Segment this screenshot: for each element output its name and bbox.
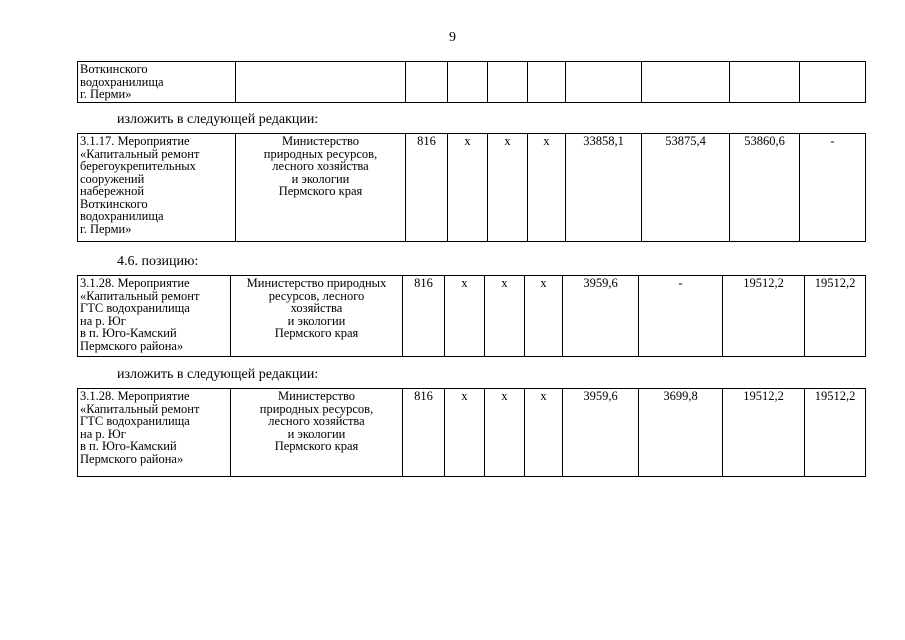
value-cell: [730, 62, 800, 103]
table-measure-3-1-17: [77, 133, 866, 242]
table-measure-3-1-28-new: [77, 388, 866, 477]
x-cell: x: [528, 134, 566, 242]
x-cell: [528, 62, 566, 103]
value-cell: 3959,6: [563, 389, 639, 477]
code-cell: [406, 62, 448, 103]
x-cell: x: [485, 389, 525, 477]
x-cell: x: [445, 276, 485, 357]
x-cell: x: [485, 276, 525, 357]
value-cell: 33858,1: [566, 134, 642, 242]
x-cell: x: [525, 276, 563, 357]
position-heading: 4.6. позицию:: [117, 254, 199, 269]
measure-name-cell: 3.1.28. Мероприятие «Капитальный ремонт ГТС водохранилища на р. Юг в п. Юго-Камский Пермского района»: [78, 276, 231, 357]
value-cell: -: [800, 134, 866, 242]
table-row: [78, 389, 866, 477]
table-row: [78, 62, 866, 103]
code-cell: 816: [403, 276, 445, 357]
ministry-cell: Министерство природных ресурсов, лесного хозяйства и экологии Пермского края: [231, 276, 403, 357]
x-cell: x: [488, 134, 528, 242]
value-cell: 53860,6: [730, 134, 800, 242]
value-cell: 3699,8: [639, 389, 723, 477]
value-cell: 53875,4: [642, 134, 730, 242]
value-cell: [800, 62, 866, 103]
value-cell: [642, 62, 730, 103]
edit-instruction: изложить в следующей редакции:: [117, 367, 319, 382]
code-cell: 816: [403, 389, 445, 477]
code-cell: 816: [406, 134, 448, 242]
value-cell: [566, 62, 642, 103]
value-cell: 19512,2: [723, 389, 805, 477]
value-cell: 19512,2: [723, 276, 805, 357]
x-cell: x: [525, 389, 563, 477]
measure-name-cell: 3.1.28. Мероприятие «Капитальный ремонт ГТС водохранилища на р. Юг в п. Юго-Камский Пермского района»: [78, 389, 231, 477]
value-cell: -: [639, 276, 723, 357]
value-cell: 19512,2: [805, 276, 866, 357]
ministry-cell: Министерство природных ресурсов, лесного хозяйства и экологии Пермского края: [231, 389, 403, 477]
x-cell: x: [448, 134, 488, 242]
table-row: [78, 134, 866, 242]
table-fragment-top: [77, 61, 866, 103]
ministry-cell: [236, 62, 406, 103]
value-cell: 3959,6: [563, 276, 639, 357]
edit-instruction: изложить в следующей редакции:: [117, 112, 319, 127]
measure-name-cell: 3.1.17. Мероприятие «Капитальный ремонт берегоукрепительных сооружений набережной Воткинского водохранилища г. Перми»: [78, 134, 236, 242]
x-cell: x: [445, 389, 485, 477]
measure-name-cell: Воткинского водохранилища г. Перми»: [78, 62, 236, 103]
value-cell: 19512,2: [805, 389, 866, 477]
ministry-cell: Министерство природных ресурсов, лесного хозяйства и экологии Пермского края: [236, 134, 406, 242]
table-measure-3-1-28-old: [77, 275, 866, 357]
x-cell: [448, 62, 488, 103]
x-cell: [488, 62, 528, 103]
page-number: 9: [449, 30, 456, 45]
table-row: [78, 276, 866, 357]
